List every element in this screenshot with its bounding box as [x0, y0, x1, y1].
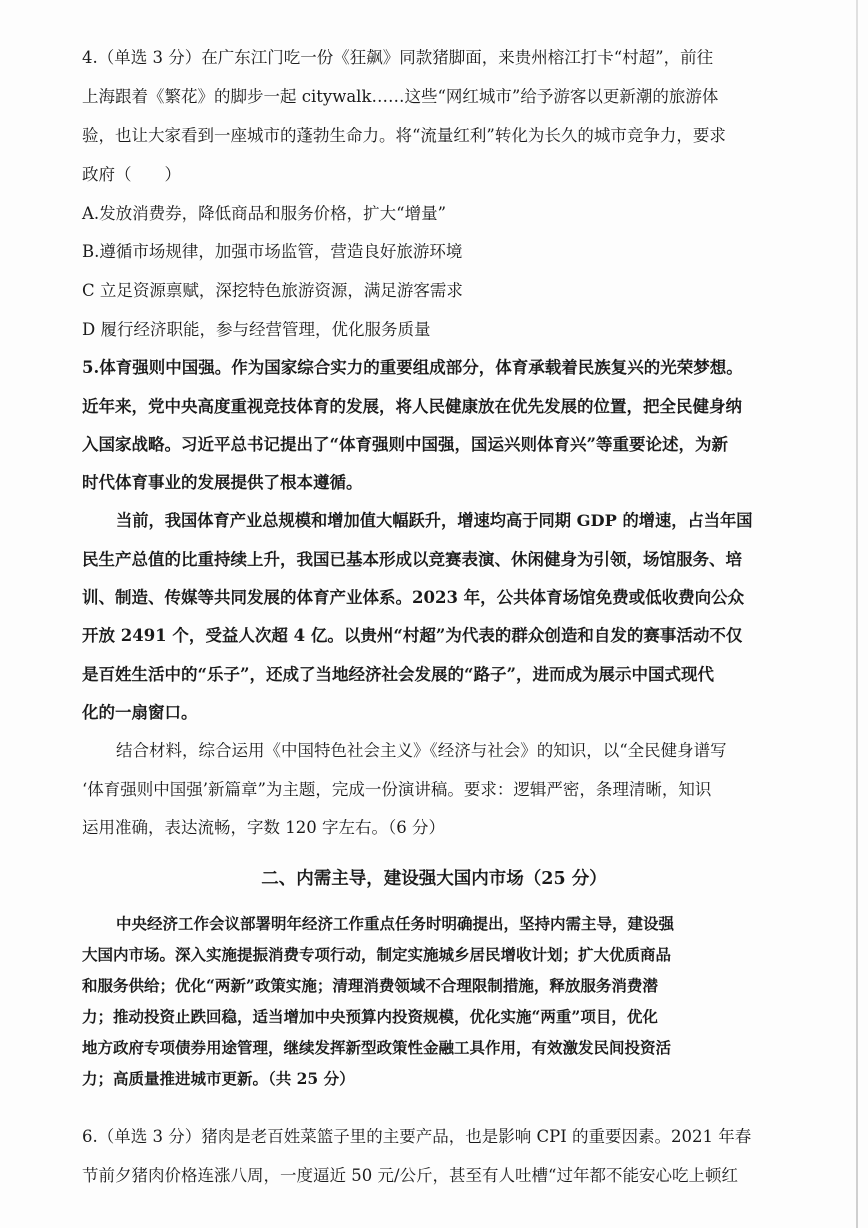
q5-para2-line-4: 开放 2491 个，受益人次超 4 亿。以贵州“村超”为代表的群众创造和自发的赛事活动不仅 — [82, 626, 743, 645]
q6-stem-line-2: 节前夕猪肉价格连涨八周，一度逼近 50 元/公斤，甚至有人吐槽“过年都不能安心吃上顿红 — [82, 1166, 738, 1185]
q5-para1-line-1: 5.体育强则中国强。作为国家综合实力的重要组成部分，体育承载着民族复兴的光荣梦想。 — [82, 358, 743, 377]
q5-para1-line-3: 入国家战略。习近平总书记提出了“体育强则中国强，国运兴则体育兴”等重要论述，为新 — [82, 435, 728, 454]
q5-para2-line-5: 是百姓生活中的“乐子”，还成了当地经济社会发展的“路子”，进而成为展示中国式现代 — [82, 665, 714, 684]
section-2-material-line-6: 力；高质量推进城市更新。（共 25 分） — [82, 1069, 355, 1088]
section-2-material-line-1: 中央经济工作会议部署明年经济工作重点任务时明确提出，坚持内需主导，建设强 — [116, 914, 675, 933]
q5-task-line-2: ‘体育强则中国强’新篇章”为主题，完成一份演讲稿。要求：逻辑严密，条理清晰，知识 — [82, 780, 712, 799]
section-2-material-line-4: 力；推动投资止跌回稳，适当增加中央预算内投资规模，优化实施“两重”项目，优化 — [82, 1007, 658, 1026]
section-2-heading: 二、内需主导，建设强大国内市场（25 分） — [261, 869, 607, 889]
q4-option-d: D 履行经济职能，参与经营管理，优化服务质量 — [82, 320, 431, 339]
q5-para2-line-1: 当前，我国体育产业总规模和增加值大幅跃升，增速均高于同期 GDP 的增速，占当年国 — [116, 511, 753, 530]
section-2-material-line-5: 地方政府专项债券用途管理，继续发挥新型政策性金融工具作用，有效激发民间投资活 — [82, 1038, 672, 1057]
section-2-material-line-3: 和服务供给；优化“两新”政策实施；清理消费领域不合理限制措施，释放服务消费潜 — [82, 976, 658, 995]
q5-task-line-3: 运用准确，表达流畅，字数 120 字左右。（6 分） — [82, 818, 445, 837]
q4-option-a: A.发放消费券，降低商品和服务价格，扩大“增量” — [82, 204, 447, 223]
q4-stem-line-2: 上海跟着《繁花》的脚步一起 citywalk……这些“网红城市”给予游客以更新潮的旅游体 — [82, 87, 719, 106]
q4-stem-line-4: 政府（ ） — [82, 165, 181, 184]
q4-option-b: B.遵循市场规律，加强市场监管，营造良好旅游环境 — [82, 242, 463, 261]
q5-para2-line-6: 化的一扇窗口。 — [82, 703, 198, 722]
q5-para2-line-2: 民生产总值的比重持续上升，我国已基本形成以竞赛表演、休闲健身为引领，场馆服务、培 — [82, 550, 742, 569]
q4-option-c: C 立足资源禀赋，深挖特色旅游资源，满足游客需求 — [82, 281, 463, 300]
q5-para1-line-4: 时代体育事业的发展提供了根本遵循。 — [82, 473, 363, 492]
q5-para1-line-2: 近年来，党中央高度重视竞技体育的发展，将人民健康放在优先发展的位置，把全民健身纳 — [82, 397, 742, 416]
q4-stem-line-3: 验，也让大家看到一座城市的蓬勃生命力。将“流量红利”转化为长久的城市竞争力，要求 — [82, 126, 726, 145]
scan-edge-shadow — [856, 0, 858, 1228]
q6-stem-line-1: 6.（单选 3 分）猪肉是老百姓菜篮子里的主要产品，也是影响 CPI 的重要因素。2021 年春 — [82, 1127, 752, 1146]
section-2-material-line-2: 大国内市场。深入实施提振消费专项行动，制定实施城乡居民增收计划；扩大优质商品 — [82, 945, 672, 964]
q5-para2-line-3: 训、制造、传媒等共同发展的体育产业体系。2023 年，公共体育场馆免费或低收费向公众 — [82, 588, 745, 607]
q5-task-line-1: 结合材料，综合运用《中国特色社会主义》《经济与社会》的知识，以“全民健身谱写 — [116, 741, 727, 760]
q4-stem-line-1: 4.（单选 3 分）在广东江门吃一份《狂飙》同款猪脚面，来贵州榕江打卡“村超”，前往 — [82, 48, 714, 67]
